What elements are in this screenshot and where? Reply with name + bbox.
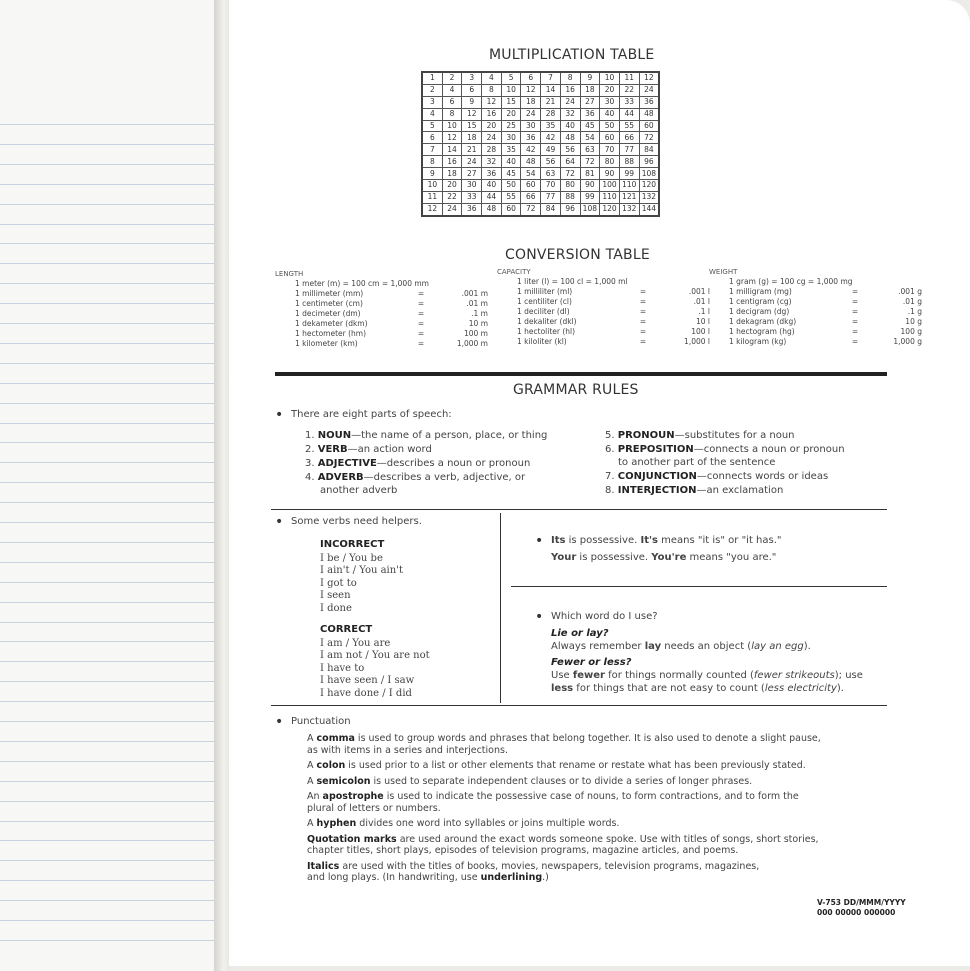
conversion-row: 1 decimeter (dm) = .1 m <box>295 309 488 318</box>
table-cell: 72 <box>580 156 600 168</box>
table-cell: 10 <box>422 180 442 192</box>
ruled-line <box>0 224 218 225</box>
pos-item: 3. ADJECTIVE—describes a noun or pronoun <box>305 458 531 469</box>
table-cell: 24 <box>560 96 580 108</box>
conversion-row: 1 deciliter (dl) = .1 l <box>517 307 710 316</box>
ruled-line <box>0 622 218 623</box>
table-cell: 50 <box>600 120 620 132</box>
table-cell: 8 <box>442 108 462 120</box>
length-rows <box>295 289 488 349</box>
table-cell: 24 <box>442 203 462 215</box>
which-word-answers: Lie or lay? Always remember lay needs an object (lay an egg). Fewer or less? Use fewer for things normally counted (fewer strikeouts); use less for things that are not easy to count (less electricity). <box>551 628 863 694</box>
ruled-line <box>0 701 218 702</box>
table-cell: 60 <box>521 180 541 192</box>
ruled-line <box>0 303 218 304</box>
table-cell: 16 <box>482 108 502 120</box>
table-row <box>422 96 659 108</box>
pos-item: 8. INTERJECTION—an exclamation <box>605 484 784 496</box>
table-cell: 15 <box>462 120 482 132</box>
table-cell: 16 <box>442 156 462 168</box>
ruled-line <box>0 641 218 642</box>
length-heading: LENGTH <box>275 270 304 278</box>
table-cell: 30 <box>600 96 620 108</box>
table-cell: 3 <box>422 96 442 108</box>
table-cell: 16 <box>560 84 580 96</box>
pos-item: 6. PREPOSITION—connects a noun or pronoun to another part of the sentence <box>605 444 845 468</box>
pos-item: 5. PRONOUN—substitutes for a noun <box>605 430 795 441</box>
table-cell: 63 <box>580 144 600 156</box>
table-cell: 11 <box>422 191 442 203</box>
ruled-line <box>0 900 218 901</box>
table-cell: 144 <box>639 203 659 215</box>
table-cell: 14 <box>541 84 561 96</box>
table-cell: 56 <box>560 144 580 156</box>
table-cell: 40 <box>560 120 580 132</box>
ruled-line <box>0 442 218 443</box>
table-cell: 49 <box>541 144 561 156</box>
table-cell: 32 <box>482 156 502 168</box>
table-cell: 120 <box>639 180 659 192</box>
conversion-row: 1 kiloliter (kl) = 1,000 l <box>517 337 710 346</box>
table-cell: 10 <box>442 120 462 132</box>
table-cell: 9 <box>462 96 482 108</box>
table-cell: 84 <box>639 144 659 156</box>
correct-label: CORRECT <box>320 624 373 635</box>
weight-column <box>709 267 922 347</box>
table-cell: 60 <box>600 132 620 144</box>
table-cell: 36 <box>639 96 659 108</box>
multiplication-title: MULTIPLICATION TABLE <box>489 47 655 63</box>
table-cell: 70 <box>541 180 561 192</box>
table-cell: 2 <box>442 72 462 84</box>
table-cell: 27 <box>580 96 600 108</box>
weight-rows <box>729 287 922 347</box>
your-rule: Your is possessive. You're means "you are." <box>551 552 777 563</box>
notebook-gutter <box>214 0 230 971</box>
capacity-rows <box>517 287 710 347</box>
table-cell: 36 <box>482 168 502 180</box>
conversion-row: 1 decigram (dg) = .1 g <box>729 307 922 316</box>
length-first-row: 1 meter (m) = 100 cm = 1,000 mm <box>295 279 429 288</box>
table-cell: 88 <box>560 191 580 203</box>
parts-of-speech-intro: • There are eight parts of speech: <box>291 409 452 420</box>
table-cell: 100 <box>600 180 620 192</box>
table-cell: 27 <box>462 168 482 180</box>
table-cell: 64 <box>560 156 580 168</box>
weight-heading: WEIGHT <box>709 268 738 276</box>
ruled-line <box>0 661 218 662</box>
table-cell: 70 <box>600 144 620 156</box>
ruled-line <box>0 542 218 543</box>
table-cell: 14 <box>442 144 462 156</box>
table-cell: 63 <box>541 168 561 180</box>
length-column <box>275 269 488 349</box>
ruled-line <box>0 582 218 583</box>
table-cell: 36 <box>580 108 600 120</box>
quotation-marks-rule: Quotation marks are used around the exact words someone spoke. Use with titles of songs, short stories, chapter titles, short plays, episodes of television programs, magazine articles, and poems. <box>307 833 819 856</box>
table-cell: 4 <box>482 72 502 84</box>
ruled-line <box>0 323 218 324</box>
ruled-line <box>0 124 218 125</box>
its-rule: • Its is possessive. It's means "it is" or "it has." <box>551 535 782 546</box>
table-cell: 132 <box>639 191 659 203</box>
pos-item: 1. NOUN—the name of a person, place, or thing <box>305 430 548 441</box>
ruled-line <box>0 860 218 861</box>
punctuation-rules <box>307 733 867 888</box>
ruled-line <box>0 363 218 364</box>
section-divider <box>275 372 887 376</box>
table-row <box>422 156 659 168</box>
table-cell: 10 <box>600 72 620 84</box>
table-cell: 20 <box>442 180 462 192</box>
ruled-line <box>0 204 218 205</box>
table-cell: 18 <box>521 96 541 108</box>
table-cell: 40 <box>600 108 620 120</box>
conversion-row: 1 dekagram (dkg) = 10 g <box>729 317 922 326</box>
ruled-line <box>0 880 218 881</box>
table-cell: 24 <box>521 108 541 120</box>
ruled-line <box>0 681 218 682</box>
table-cell: 36 <box>521 132 541 144</box>
table-cell: 77 <box>541 191 561 203</box>
table-cell: 7 <box>422 144 442 156</box>
table-cell: 45 <box>501 168 521 180</box>
parts-of-speech-left <box>305 430 575 499</box>
multiplication-grid <box>421 71 660 217</box>
table-cell: 56 <box>541 156 561 168</box>
table-row <box>422 144 659 156</box>
table-cell: 30 <box>521 120 541 132</box>
table-cell: 44 <box>482 191 502 203</box>
table-cell: 55 <box>619 120 639 132</box>
table-cell: 22 <box>442 191 462 203</box>
table-cell: 99 <box>580 191 600 203</box>
table-cell: 90 <box>600 168 620 180</box>
capacity-column <box>497 267 710 347</box>
table-cell: 9 <box>422 168 442 180</box>
ruled-line <box>0 801 218 802</box>
table-cell: 40 <box>501 156 521 168</box>
table-cell: 12 <box>639 72 659 84</box>
product-code: V-753 DD/MMM/YYYY 000 00000 000000 <box>817 898 906 917</box>
table-cell: 72 <box>639 132 659 144</box>
table-cell: 10 <box>501 84 521 96</box>
table-cell: 35 <box>501 144 521 156</box>
table-cell: 20 <box>482 120 502 132</box>
table-cell: 48 <box>639 108 659 120</box>
table-cell: 54 <box>521 168 541 180</box>
table-cell: 18 <box>462 132 482 144</box>
table-cell: 7 <box>541 72 561 84</box>
ruled-line <box>0 144 218 145</box>
helpers-correct: CORRECT I am / You are I am not / You are not I have to I have seen / I saw I have done / I did <box>320 624 430 699</box>
ruled-line <box>0 423 218 424</box>
table-cell: 4 <box>422 108 442 120</box>
table-cell: 12 <box>422 203 442 215</box>
grammar-box-middle-line <box>511 586 887 587</box>
table-cell: 48 <box>482 203 502 215</box>
table-cell: 20 <box>600 84 620 96</box>
table-cell: 8 <box>560 72 580 84</box>
ruled-line <box>0 920 218 921</box>
ruled-line <box>0 482 218 483</box>
ruled-line <box>0 164 218 165</box>
table-cell: 96 <box>560 203 580 215</box>
table-row <box>422 108 659 120</box>
table-cell: 28 <box>482 144 502 156</box>
pos-item: 7. CONJUNCTION—connects words or ideas <box>605 470 829 482</box>
ruled-line <box>0 502 218 503</box>
table-row <box>422 203 659 215</box>
capacity-heading: CAPACITY <box>497 268 531 276</box>
table-cell: 40 <box>482 180 502 192</box>
table-cell: 33 <box>619 96 639 108</box>
table-cell: 21 <box>541 96 561 108</box>
table-cell: 80 <box>560 180 580 192</box>
table-cell: 12 <box>482 96 502 108</box>
conversion-row: 1 millimeter (mm) = .001 m <box>295 289 488 298</box>
table-cell: 42 <box>521 144 541 156</box>
table-cell: 60 <box>501 203 521 215</box>
table-cell: 5 <box>501 72 521 84</box>
conversion-row: 1 centimeter (cm) = .01 m <box>295 299 488 308</box>
ruled-line <box>0 821 218 822</box>
table-cell: 77 <box>619 144 639 156</box>
conversion-row: 1 milliliter (ml) = .001 l <box>517 287 710 296</box>
ruled-line <box>0 840 218 841</box>
right-notebook-page <box>229 0 970 966</box>
table-cell: 6 <box>442 96 462 108</box>
table-cell: 8 <box>422 156 442 168</box>
table-cell: 24 <box>462 156 482 168</box>
helpers-incorrect: INCORRECT I be / You be I ain't / You ain't I got to I seen I done <box>320 539 403 614</box>
pos-item: 2. VERB—an action word <box>305 444 432 455</box>
table-cell: 110 <box>619 180 639 192</box>
table-cell: 72 <box>521 203 541 215</box>
table-cell: 45 <box>580 120 600 132</box>
table-cell: 8 <box>482 84 502 96</box>
conversion-row: 1 milligram (mg) = .001 g <box>729 287 922 296</box>
table-cell: 88 <box>619 156 639 168</box>
table-cell: 80 <box>600 156 620 168</box>
table-cell: 132 <box>619 203 639 215</box>
table-cell: 33 <box>462 191 482 203</box>
table-cell: 6 <box>422 132 442 144</box>
ruled-line <box>0 761 218 762</box>
grammar-box-divider <box>500 513 501 703</box>
table-cell: 32 <box>560 108 580 120</box>
table-cell: 60 <box>639 120 659 132</box>
table-cell: 30 <box>462 180 482 192</box>
ruled-line <box>0 781 218 782</box>
table-cell: 11 <box>619 72 639 84</box>
table-row <box>422 132 659 144</box>
ruled-line <box>0 263 218 264</box>
ruled-line <box>0 741 218 742</box>
apostrophe-rule: An apostrophe is used to indicate the possessive case of nouns, to form contractions, and to form the plural of letters or numbers. <box>307 791 799 814</box>
colon-rule: A colon is used prior to a list or other elements that rename or restate what has been previously stated. <box>307 760 806 771</box>
capacity-first-row: 1 liter (l) = 100 cl = 1,000 ml <box>517 277 628 286</box>
grammar-box-bottom-line <box>271 705 887 706</box>
ruled-line <box>0 283 218 284</box>
helpers-intro: • Some verbs need helpers. <box>291 516 422 527</box>
ruled-line <box>0 721 218 722</box>
ruled-line <box>0 562 218 563</box>
ruled-line <box>0 940 218 941</box>
conversion-row: 1 dekaliter (dkl) = 10 l <box>517 317 710 326</box>
table-cell: 21 <box>462 144 482 156</box>
table-cell: 50 <box>501 180 521 192</box>
ruled-line <box>0 462 218 463</box>
table-cell: 66 <box>521 191 541 203</box>
ruled-line <box>0 343 218 344</box>
comma-rule: A comma is used to group words and phrases that belong together. It is also used to denote a slight pause, as with items in a series and interjections. <box>307 733 821 756</box>
table-cell: 9 <box>580 72 600 84</box>
table-cell: 5 <box>422 120 442 132</box>
ruled-line <box>0 602 218 603</box>
table-cell: 18 <box>580 84 600 96</box>
grammar-box-top-line <box>271 509 887 510</box>
table-row <box>422 72 659 84</box>
table-cell: 3 <box>462 72 482 84</box>
table-cell: 6 <box>462 84 482 96</box>
table-cell: 22 <box>619 84 639 96</box>
semicolon-rule: A semicolon is used to separate independent clauses or to divide a series of longer phrases. <box>307 775 753 787</box>
left-notebook-page <box>0 0 218 971</box>
table-cell: 6 <box>521 72 541 84</box>
table-row <box>422 180 659 192</box>
weight-first-row: 1 gram (g) = 100 cg = 1,000 mg <box>729 277 853 286</box>
which-word-intro: • Which word do I use? <box>551 611 658 622</box>
table-cell: 1 <box>422 72 442 84</box>
table-row <box>422 191 659 203</box>
ruled-line <box>0 184 218 185</box>
ruled-line <box>0 243 218 244</box>
table-row <box>422 120 659 132</box>
punctuation-intro: • Punctuation <box>291 716 351 727</box>
conversion-row: 1 dekameter (dkm) = 10 m <box>295 319 488 328</box>
parts-of-speech-right <box>605 430 885 499</box>
table-cell: 24 <box>482 132 502 144</box>
table-cell: 44 <box>619 108 639 120</box>
table-cell: 66 <box>619 132 639 144</box>
table-cell: 55 <box>501 191 521 203</box>
table-cell: 20 <box>501 108 521 120</box>
pos-item: 4. ADVERB—describes a verb, adjective, or another adverb <box>305 472 526 496</box>
table-cell: 108 <box>639 168 659 180</box>
table-cell: 48 <box>560 132 580 144</box>
conversion-title: CONVERSION TABLE <box>505 247 650 263</box>
table-cell: 12 <box>462 108 482 120</box>
grammar-title: GRAMMAR RULES <box>513 382 639 398</box>
table-cell: 96 <box>639 156 659 168</box>
table-cell: 2 <box>422 84 442 96</box>
conversion-row: 1 kilogram (kg) = 1,000 g <box>729 337 922 346</box>
table-cell: 28 <box>541 108 561 120</box>
table-cell: 15 <box>501 96 521 108</box>
italics-rule: Italics are used with the titles of books, movies, newspapers, television programs, magazines, and long plays. (In handwriting, use underlining.) <box>307 860 760 883</box>
table-cell: 48 <box>521 156 541 168</box>
table-cell: 121 <box>619 191 639 203</box>
table-cell: 12 <box>442 132 462 144</box>
table-row <box>422 84 659 96</box>
table-cell: 72 <box>560 168 580 180</box>
table-cell: 81 <box>580 168 600 180</box>
conversion-row: 1 hectogram (hg) = 100 g <box>729 327 922 336</box>
table-row <box>422 168 659 180</box>
conversion-row: 1 hectometer (hm) = 100 m <box>295 329 488 338</box>
ruled-line <box>0 403 218 404</box>
incorrect-label: INCORRECT <box>320 539 385 550</box>
table-cell: 30 <box>501 132 521 144</box>
table-cell: 25 <box>501 120 521 132</box>
table-cell: 120 <box>600 203 620 215</box>
table-cell: 35 <box>541 120 561 132</box>
table-cell: 90 <box>580 180 600 192</box>
table-cell: 12 <box>521 84 541 96</box>
table-cell: 99 <box>619 168 639 180</box>
conversion-row: 1 kilometer (km) = 1,000 m <box>295 339 488 348</box>
table-cell: 18 <box>442 168 462 180</box>
conversion-row: 1 centiliter (cl) = .01 l <box>517 297 710 306</box>
table-cell: 110 <box>600 191 620 203</box>
table-cell: 108 <box>580 203 600 215</box>
ruled-line <box>0 383 218 384</box>
conversion-row: 1 centigram (cg) = .01 g <box>729 297 922 306</box>
table-cell: 84 <box>541 203 561 215</box>
table-cell: 4 <box>442 84 462 96</box>
table-cell: 36 <box>462 203 482 215</box>
hyphen-rule: A hyphen divides one word into syllables or joins multiple words. <box>307 818 620 829</box>
ruled-line <box>0 522 218 523</box>
conversion-row: 1 hectoliter (hl) = 100 l <box>517 327 710 336</box>
table-cell: 54 <box>580 132 600 144</box>
table-cell: 42 <box>541 132 561 144</box>
table-cell: 24 <box>639 84 659 96</box>
